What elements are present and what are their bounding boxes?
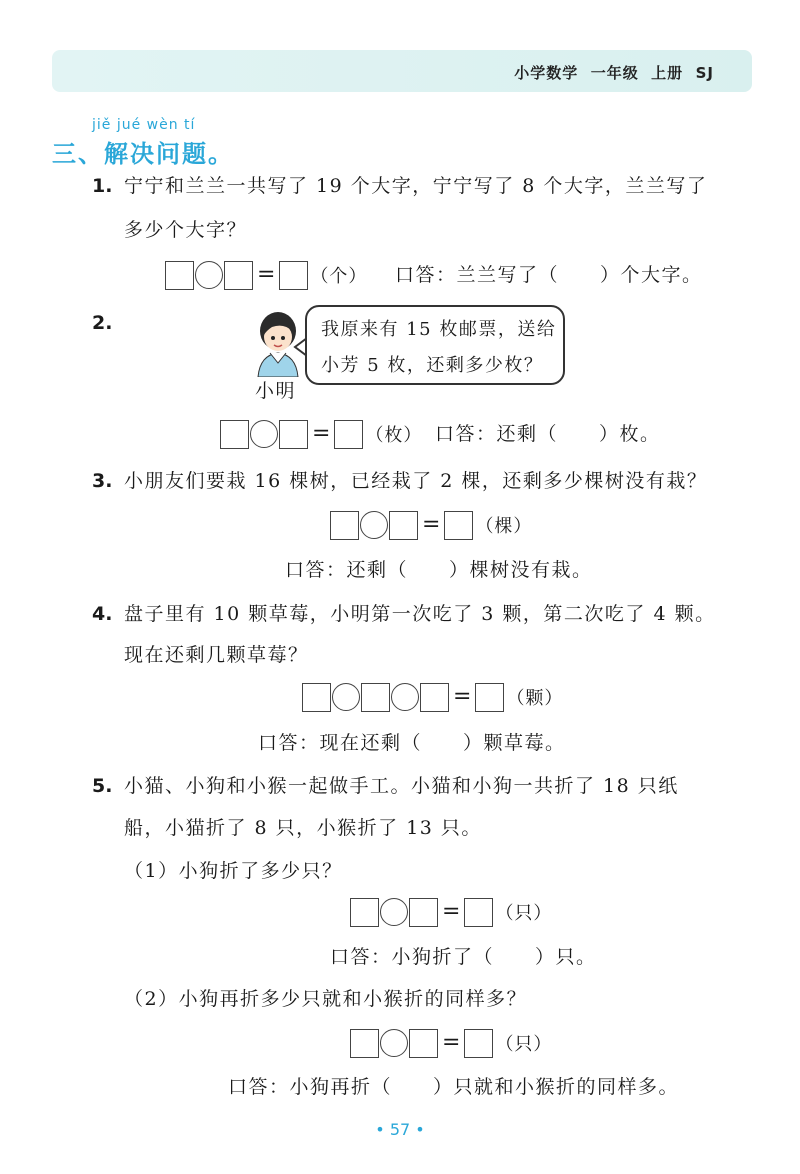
problem-3-answer: 口答：还剩（ ）棵树没有栽。 (285, 559, 593, 581)
problem-4-answer: 口答：现在还剩（ ）颗草莓。 (258, 732, 566, 754)
operator-circle[interactable] (195, 261, 223, 289)
operator-circle[interactable] (380, 898, 408, 926)
problem-3-equation (330, 509, 532, 541)
answer-box[interactable] (409, 1029, 438, 1058)
problem-5-part-1-equation (350, 896, 552, 928)
result-box[interactable] (464, 1029, 493, 1058)
operator-circle[interactable] (250, 420, 278, 448)
problem-5-text-line-2: 船，小猫折了 8 只，小猴折了 13 只。 (124, 817, 482, 839)
problem-5-part-1-answer: 口答：小狗折了（ ）只。 (330, 946, 597, 968)
problem-4-text-line-1: 盘子里有 10 颗草莓，小明第一次吃了 3 颗，第二次吃了 4 颗。 (124, 603, 716, 625)
answer-box[interactable] (302, 683, 331, 712)
answer-box[interactable] (350, 898, 379, 927)
answer-box[interactable] (279, 420, 308, 449)
unit-label: （颗） (506, 688, 564, 709)
answer-box[interactable] (350, 1029, 379, 1058)
section-pinyin: jiě jué wèn tí (92, 117, 196, 133)
equals-sign: = (422, 512, 441, 537)
answer-box[interactable] (361, 683, 390, 712)
unit-label: （枚） (365, 425, 423, 446)
result-box[interactable] (475, 683, 504, 712)
character-name: 小明 (255, 380, 297, 402)
result-box[interactable] (279, 261, 308, 290)
problem-1-answer: 口答：兰兰写了（ ）个大字。 (395, 264, 703, 286)
equals-sign: = (312, 421, 331, 446)
problem-5-part-2-equation (350, 1027, 552, 1059)
unit-label: （只） (495, 903, 553, 924)
operator-circle[interactable] (380, 1029, 408, 1057)
speech-bubble-line-1: 我原来有 15 枚邮票，送给 (321, 319, 557, 340)
answer-box[interactable] (165, 261, 194, 290)
equals-sign: = (453, 684, 472, 709)
problem-1-text-line-1: 宁宁和兰兰一共写了 19 个大字，宁宁写了 8 个大字，兰兰写了 (124, 175, 708, 197)
answer-box[interactable] (389, 511, 418, 540)
problem-5-text-line-1: 小猫、小狗和小猴一起做手工。小猫和小狗一共折了 18 只纸 (124, 775, 679, 797)
answer-box[interactable] (220, 420, 249, 449)
equals-sign: = (257, 262, 276, 287)
problem-5-part-2-answer: 口答：小狗再折（ ）只就和小猴折的同样多。 (228, 1076, 680, 1098)
speech-bubble-line-2: 小芳 5 枚，还剩多少枚？ (321, 355, 544, 376)
answer-box[interactable] (420, 683, 449, 712)
result-box[interactable] (464, 898, 493, 927)
problem-5-part-2-question: （2）小狗再折多少只就和小猴折的同样多？ (124, 988, 528, 1010)
section-title: 三、解决问题。 (52, 140, 234, 168)
problem-3-text-line-1: 小朋友们要栽 16 棵树，已经栽了 2 棵，还剩多少棵树没有栽？ (124, 470, 708, 492)
problem-5-part-1-question: （1）小狗折了多少只？ (124, 860, 343, 882)
operator-circle[interactable] (360, 511, 388, 539)
problem-2-equation (220, 418, 422, 450)
result-box[interactable] (444, 511, 473, 540)
result-box[interactable] (334, 420, 363, 449)
speech-bubble (305, 305, 565, 385)
problem-3-number: 3. (92, 470, 113, 492)
problem-2-answer: 口答：还剩（ ）枚。 (435, 423, 661, 445)
problem-2-number: 2. (92, 312, 113, 334)
problem-1-equation (165, 259, 367, 291)
book-label: 小学数学 一年级 上册 SJ (514, 64, 714, 82)
unit-label: （个） (310, 266, 368, 287)
problem-1-text-line-2: 多少个大字？ (124, 219, 248, 241)
operator-circle[interactable] (391, 683, 419, 711)
unit-label: （棵） (475, 516, 533, 537)
header-bar (52, 50, 752, 92)
answer-box[interactable] (330, 511, 359, 540)
page-number: • 57 • (375, 1120, 425, 1139)
problem-4-number: 4. (92, 603, 113, 625)
answer-box[interactable] (409, 898, 438, 927)
problem-4-text-line-2: 现在还剩几颗草莓？ (124, 644, 309, 666)
equals-sign: = (442, 899, 461, 924)
problem-5-number: 5. (92, 775, 113, 797)
problem-4-equation (302, 681, 563, 713)
answer-box[interactable] (224, 261, 253, 290)
unit-label: （只） (495, 1034, 553, 1055)
operator-circle[interactable] (332, 683, 360, 711)
problem-1-number: 1. (92, 175, 113, 197)
equals-sign: = (442, 1030, 461, 1055)
